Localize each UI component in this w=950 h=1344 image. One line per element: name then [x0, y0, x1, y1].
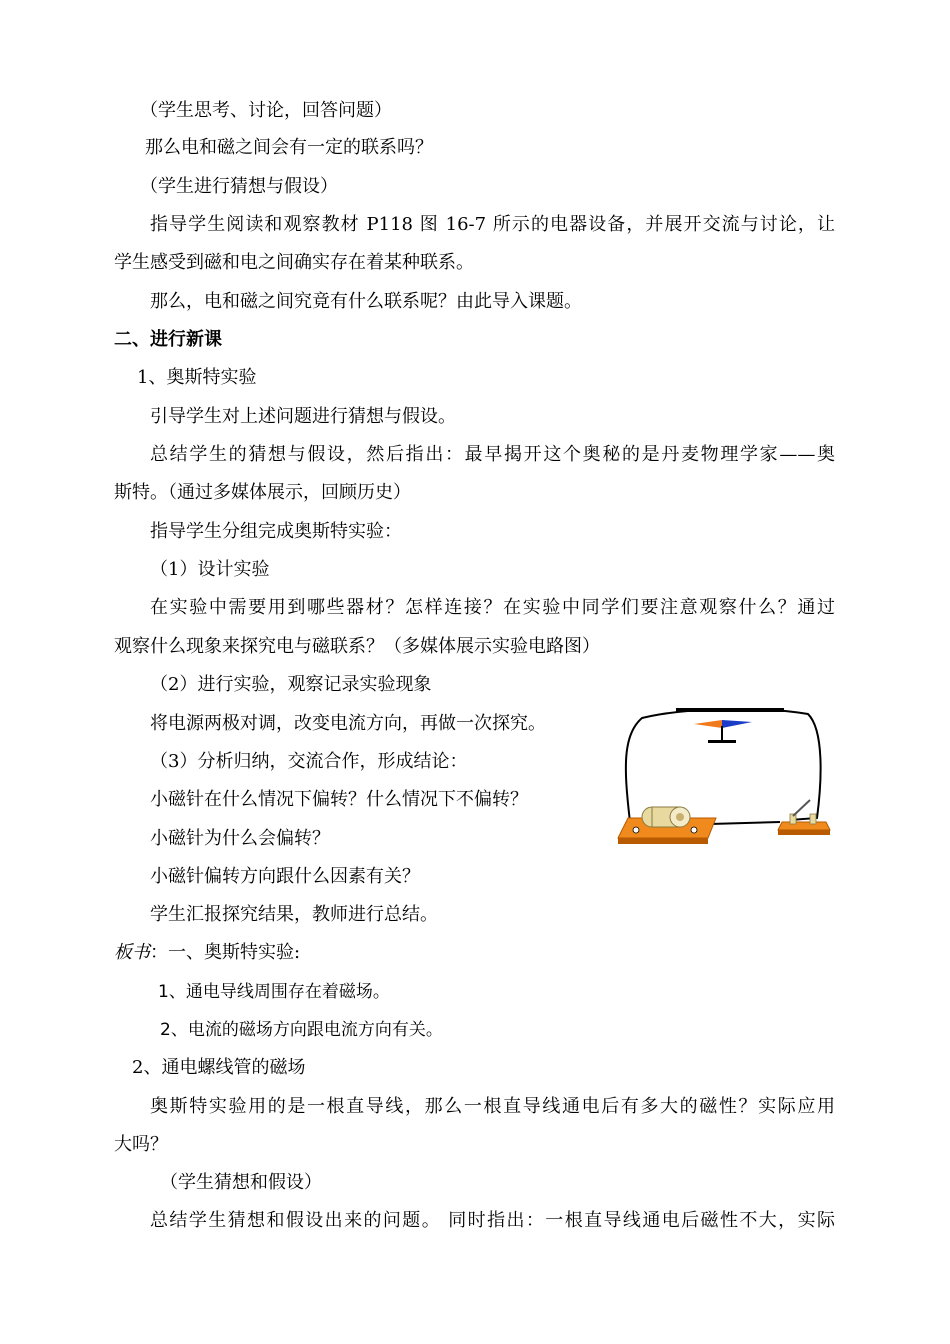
text-line: 指导学生分组完成奥斯特实验： [150, 521, 402, 542]
text-line: （1）设计实验 [150, 559, 270, 580]
circuit-wire [710, 822, 780, 824]
magnetic-needle-icon [694, 720, 752, 743]
blackboard-title: ：一、奥斯特实验: [150, 942, 301, 963]
text-line: （学生猜想和假设） [160, 1172, 322, 1193]
battery-board-icon [618, 807, 716, 844]
text-line: 斯特。（通过多媒体展示，回顾历史） [114, 482, 411, 503]
blackboard-note [114, 941, 300, 965]
switch-icon [778, 800, 830, 835]
blackboard-point: 1、通电导线周围存在着磁场。 [158, 982, 390, 1002]
straight-wire-bar [676, 708, 784, 712]
text-line: 将电源两极对调，改变电流方向，再做一次探究。 [150, 713, 546, 734]
text-line: 奥斯特实验用的是一根直导线，那么一根直导线通电后有多大的磁性？实际应用 [150, 1096, 835, 1117]
text-line: 引导学生对上述问题进行猜想与假设。 [150, 406, 456, 427]
text-line: （学生进行猜想与假设） [140, 176, 338, 197]
text-line: 总结学生猜想和假设出来的问题。 同时指出：一根直导线通电后磁性不大，实际 [150, 1210, 835, 1231]
text-line: 学生感受到磁和电之间确实存在着某种联系。 [114, 252, 474, 273]
section-heading: 二、进行新课 [114, 329, 222, 350]
text-line: 学生汇报探究结果，教师进行总结。 [150, 904, 438, 925]
subsection-heading: 2、通电螺线管的磁场 [132, 1057, 306, 1078]
text-line: （学生思考、讨论，回答问题） [140, 100, 392, 121]
text-line: 总结学生的猜想与假设，然后指出：最早揭开这个奥秘的是丹麦物理学家——奥 [150, 444, 835, 465]
subsection-heading: 1、奥斯特实验 [137, 367, 257, 388]
text-line: 指导学生阅读和观察教材 P118 图 16-7 所示的电器设备，并展开交流与讨论，让 [150, 214, 835, 235]
text-line: 小磁针在什么情况下偏转？什么情况下不偏转？ [150, 789, 528, 810]
oersted-circuit-diagram [612, 700, 834, 850]
text-line: 小磁针偏转方向跟什么因素有关？ [150, 866, 420, 887]
blackboard-point: 2、电流的磁场方向跟电流方向有关。 [160, 1020, 443, 1040]
text-line: 那么电和磁之间会有一定的联系吗？ [145, 137, 433, 158]
text-line: （2）进行实验，观察记录实验现象 [150, 674, 432, 695]
blackboard-label: 板书 [114, 942, 150, 963]
text-line: 观察什么现象来探究电与磁联系？（多媒体展示实验电路图） [114, 636, 600, 657]
text-line: 小磁针为什么会偏转？ [150, 828, 330, 849]
text-line: 大吗？ [114, 1134, 168, 1155]
text-line: 在实验中需要用到哪些器材？怎样连接？在实验中同学们要注意观察什么？通过 [150, 597, 835, 618]
text-line: （3）分析归纳，交流合作，形成结论： [150, 751, 468, 772]
text-line: 那么，电和磁之间究竟有什么联系呢？由此导入课题。 [150, 291, 582, 312]
